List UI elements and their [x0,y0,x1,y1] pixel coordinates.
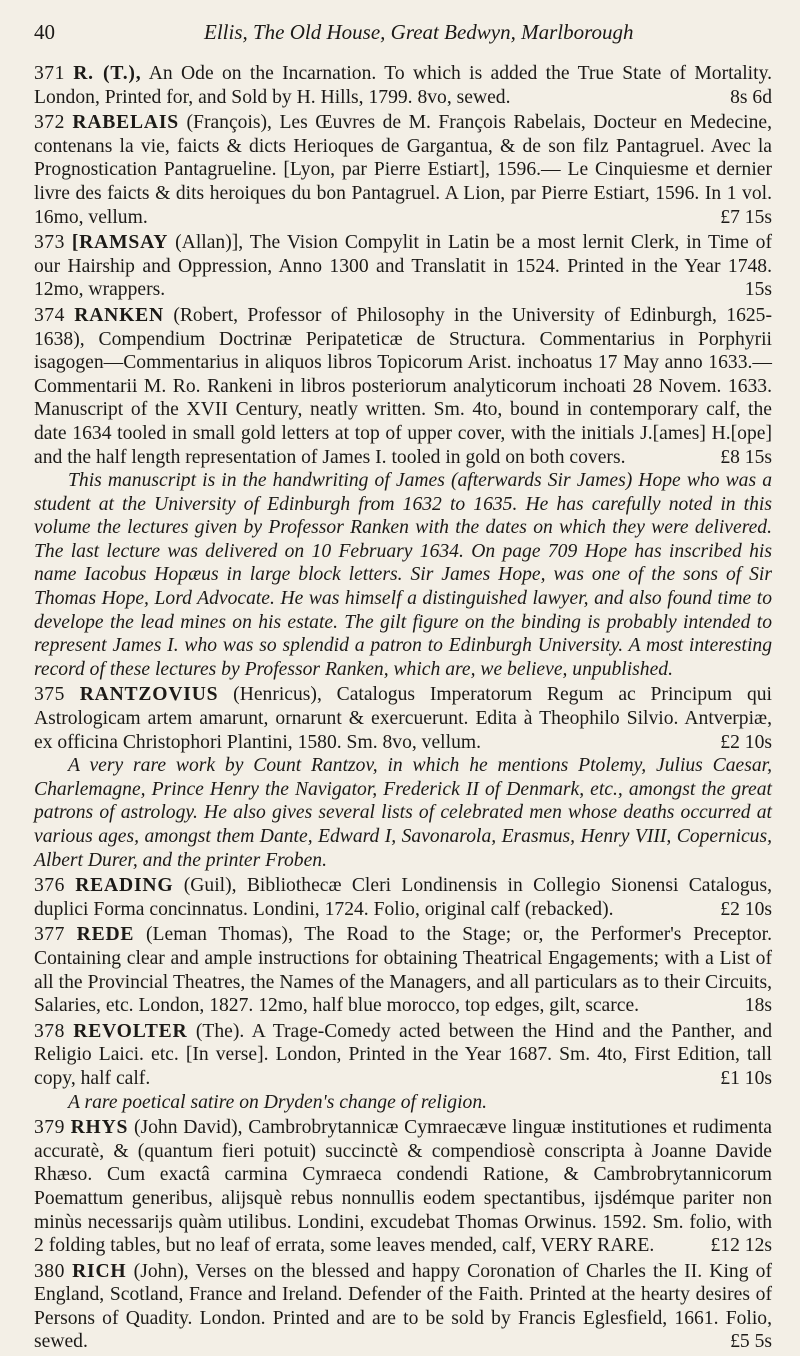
catalogue-entry [34,874,772,921]
lot-number: 374 [34,304,65,326]
entry-description: (John), Verses on the blessed and happy Coronation of Charles the II. King of England, Scotland, France and Ireland. Defender of the Faith. Printed at the hearty desires of Persons of Quadity. London. Printed and are to be sold by Francis Eglesfield, 1661. Folio, sewed. [34,1260,773,1353]
catalogue-entry [34,62,772,109]
entry-author: REDE [76,924,135,946]
lot-number: 373 [34,232,65,254]
entry-price: 8s 6d [730,86,772,108]
entry-price: £8 15s [720,446,772,468]
catalogue-entry [34,683,772,754]
entry-description: (John David), Cambrobrytannicæ Cymraecæve linguæ institutiones et rudimenta accuratè, & (quantum fieri potuit) succinctè & compendiosè conscripta à Joanne Davide Rhæso. Cum exactâ carmina Cymraeca condendi Ratione, & Cambrobrytannicorum Poemattum generibus, alijsquè rebus nonnullis eodem spectantibus, ijsdémque pariter non minùs necessarijs quàm utilibus. Londini, excudebat Thomas Orwinus. 1592. Sm. folio, with 2 folding tables, but no leaf of errata, some leaves mended, calf, VERY RARE. [34,1117,772,1257]
catalogue-entry [34,111,772,229]
entry-price: £5 5s [730,1331,772,1353]
running-title: Ellis, The Old House, Great Bedwyn, Marlborough [204,20,634,44]
entry-price: £2 10s [720,898,772,920]
entry-description: An Ode on the Incarnation. To which is added the True State of Mortality. London, Printed for, and Sold by H. Hills, 1799. 8vo, sewed. [34,63,772,108]
catalogue-entry [34,923,772,1017]
catalogue-entry [34,1020,772,1091]
catalogue-entry [34,304,772,469]
entry-description: (Guil), Bibliothecæ Cleri Londinensis in Collegio Sionensi Catalogus, duplici Forma concinnatus. Londini, 1724. Folio, original calf (rebacked). [34,875,772,920]
lot-number: 380 [34,1260,65,1282]
entry-price: 15s [744,279,772,301]
entry-description: (François), Les Œuvres de M. François Rabelais, Docteur en Medecine, contenans la vie, faicts & dicts Herioques de Gargantua, & de son filz Pantagruel. Avec la Prognostication Pantagrueline. [Lyon, par Pierre Estiart], 1596.— Le Cinquiesme et dernier livre des faicts & dits heroiques du bon Pantagruel. A Lion, par Pierre Estiart, 1596. In 1 vol. 16mo, vellum. [34,112,773,228]
entry-price: £12 12s [710,1235,772,1257]
entry-description: (Leman Thomas), The Road to the Stage; or, the Performer's Preceptor. Containing clear and ample instructions for obtaining Theatrical Engagements; with a List of all the Provincial Theatres, the Names of the Managers, and all particulars as to their Circuits, Salaries, etc. London, 1827. 12mo, half blue morocco, top edges, gilt, scarce. [34,924,772,1017]
entry-author: RHYS [70,1117,129,1139]
catalogue-entry [34,231,772,302]
entry-author: RICH [72,1260,127,1282]
lot-number: 375 [34,684,65,706]
entry-description: (The). A Trage-Comedy acted between the Hind and the Panther, and Religio Laici. etc. [In verse]. London, Printed in the Year 1687. Sm. 4to, First Edition, tall copy, half calf. [34,1020,772,1089]
entry-author: RANTZOVIUS [79,684,219,706]
page-number: 40 [34,20,55,44]
entry-author: R. (T.), [73,63,142,84]
lot-number: 372 [34,112,65,134]
entry-price: £2 10s [720,731,772,753]
entry-author: REVOLTER [73,1020,188,1042]
entry-description: (Henricus), Catalogus Imperatorum Regum ac Principum qui Astrologicam artem amarunt, ornarunt & exercuerunt. Edita à Theophilo Silvio. Antverpiæ, ex officina Christophori Plantini, 1580. Sm. 8vo, vellum. [34,684,772,753]
lot-number: 377 [34,924,65,946]
lot-number: 376 [34,875,65,897]
entry-note: A rare poetical satire on Dryden's change of religion. [68,1091,488,1113]
lot-number: 379 [34,1117,65,1139]
lot-number: 371 [34,63,65,84]
entry-author: [RAMSAY [71,232,169,254]
entry-note: This manuscript is in the handwriting of James (afterwards Sir James) Hope who was a student at the University of Edinburgh from 1632 to 1635. He has carefully noted in this volume the lectures given by Professor Ranken with the dates on which they were delivered. The last lecture was delivered on 10 February 1634. On page 709 Hope has inscribed his name Iacobus Hopæus in large block letters. Sir James Hope, was one of the sons of Sir Thomas Hope, Lord Advocate. He was himself a distinguished lawyer, and also found time to develope the lead mines on his estate. The gilt figure on the binding is probably intended to represent James I. who was so splendid a patron to Edinburgh University. A most interesting record of these lectures by Professor Ranken, which are, we believe, unpublished. [34,470,772,680]
entry-price: £1 10s [720,1067,772,1089]
entry-note: A very rare work by Count Rantzov, in which he mentions Ptolemy, Julius Caesar, Charlemagne, Prince Henry the Navigator, Frederick II of Denmark, etc., amongst the great patrons of astrology. He also gives several lists of celebrated men whose deaths occurred at various ages, amongst them Dante, Edward I, Savonarola, Erasmus, Henry VIII, Copernicus, Albert Durer, and the printer Froben. [34,755,772,871]
entry-author: RANKEN [74,304,164,326]
entry-author: RABELAIS [72,112,179,134]
entry-author: READING [75,875,174,897]
catalogue-entry [34,1116,772,1258]
running-head [34,20,772,50]
catalogue-entry [34,1260,772,1354]
entry-description: (Robert, Professor of Philosophy in the University of Edinburgh, 1625-1638), Compendium Doctrinæ Peripateticæ de Structura. Commentarius in Porphyrii isagogen—Commentarius in aliquos libros Topicorum Arist. inchoatus 17 May anno 1633.—Commentarii M. Ro. Rankeni in libros posteriorum analyticorum inchoati 28 Novem. 1633. Manuscript of the XVII Century, neatly written. Sm. 4to, bound in contemporary calf, the date 1634 tooled in small gold letters at top of upper cover, with the initials J.[ames] H.[ope] and the half length representation of James I. tooled in gold on both covers. [34,304,772,468]
lot-number: 378 [34,1020,65,1042]
entry-price: £7 15s [720,206,772,228]
entry-list [34,62,772,1356]
entry-description: (Allan)], The Vision Compylit in Latin be a most lernit Clerk, in Time of our Hairship and Oppression, Anno 1300 and Translatit in 1524. Printed in the Year 1748. 12mo, wrappers. [34,232,772,301]
entry-price: 18s [744,995,772,1017]
